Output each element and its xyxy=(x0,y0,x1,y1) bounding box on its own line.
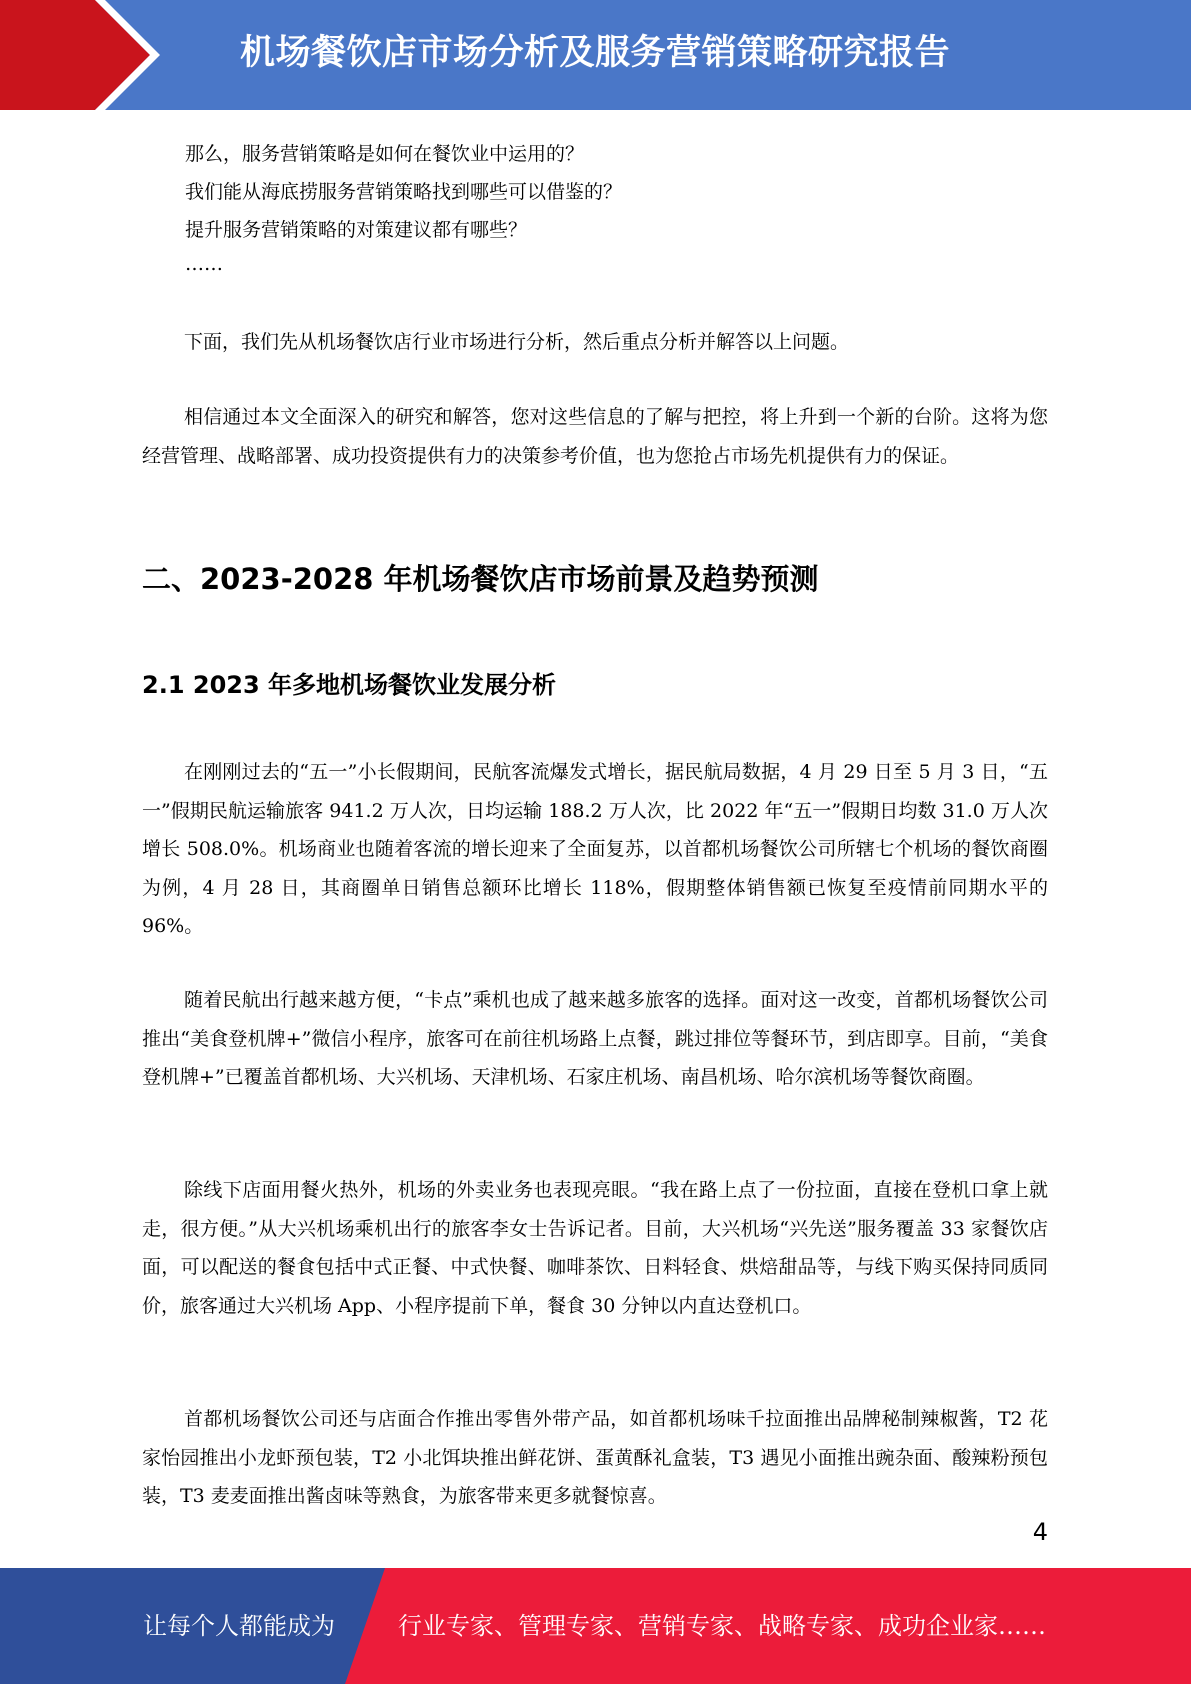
intro-paragraph-1: 下面，我们先从机场餐饮店行业市场进行分析，然后重点分析并解答以上问题。 xyxy=(184,331,850,353)
footer-slogan-right: 行业专家、管理专家、营销专家、战略专家、成功企业家…… xyxy=(398,1612,1046,1640)
intro-paragraph-2: 相信通过本文全面深入的研究和解答，您对这些信息的了解与把控，将上升到一个新的台阶。这将为您经营管理、战略部署、成功投资提供有力的决策参考价值，也为您抢占市场先机提供有力的保证。 xyxy=(142,406,1048,467)
intro-question-2: 我们能从海底捞服务营销策略找到哪些可以借鉴的？ xyxy=(185,181,623,203)
section-paragraph-1: 在刚刚过去的“五一”小长假期间，民航客流爆发式增长，据民航局数据，4 月 29 日至 5 月 3 日，“五一”假期民航运输旅客 941.2 万人次，日均运输 188.2 万人次，比 2022 年“五一”假期日均数 31.0 万人次增长 508.0%。机场商业也随着客流的增长迎来了全面复苏，以首都机场餐饮公司所辖七个机场的餐饮商圈为例，4 月 28 日，其商圈单日销售总额环比增长 118%，假期整体销售额已恢复至疫情前同期水平的 96%。 xyxy=(142,761,1048,937)
intro-ellipsis: …… xyxy=(185,253,223,275)
page-footer xyxy=(0,1568,1191,1684)
page-header xyxy=(0,0,1191,110)
intro-question-3: 提升服务营销策略的对策建议都有哪些？ xyxy=(185,219,528,241)
section-paragraph-4: 首都机场餐饮公司还与店面合作推出零售外带产品，如首都机场味千拉面推出品牌秘制辣椒酱，T2 花家怡园推出小龙虾预包装，T2 小北饵块推出鲜花饼、蛋黄酥礼盒装，T3 遇见小面推出豌杂面、酸辣粉预包装，T3 麦麦面推出酱卤味等熟食，为旅客带来更多就餐惊喜。 xyxy=(142,1408,1048,1507)
report-title: 机场餐饮店市场分析及服务营销策略研究报告 xyxy=(240,33,951,73)
section-subheading: 2.1 2023 年多地机场餐饮业发展分析 xyxy=(142,671,557,699)
page-number: 4 xyxy=(1032,1518,1048,1546)
section-heading: 二、2023-2028 年机场餐饮店市场前景及趋势预测 xyxy=(142,562,819,596)
intro-question-1: 那么，服务营销策略是如何在餐饮业中运用的？ xyxy=(185,143,585,165)
section-paragraph-3: 除线下店面用餐火热外，机场的外卖业务也表现亮眼。“我在路上点了一份拉面，直接在登机口拿上就走，很方便。”从大兴机场乘机出行的旅客李女士告诉记者。目前，大兴机场“兴先送”服务覆盖 33 家餐饮店面，可以配送的餐食包括中式正餐、中式快餐、咖啡茶饮、日料轻食、烘焙甜品等，与线下购买保持同质同价，旅客通过大兴机场 App、小程序提前下单，餐食 30 分钟以内直达登机口。 xyxy=(142,1179,1048,1317)
footer-slogan-left: 让每个人都能成为 xyxy=(143,1612,335,1640)
section-paragraph-2: 随着民航出行越来越方便，“卡点”乘机也成了越来越多旅客的选择。面对这一改变，首都机场餐饮公司推出“美食登机牌+”微信小程序，旅客可在前往机场路上点餐，跳过排位等餐环节，到店即享。目前，“美食登机牌+”已覆盖首都机场、大兴机场、天津机场、石家庄机场、南昌机场、哈尔滨机场等餐饮商圈。 xyxy=(142,989,1048,1088)
